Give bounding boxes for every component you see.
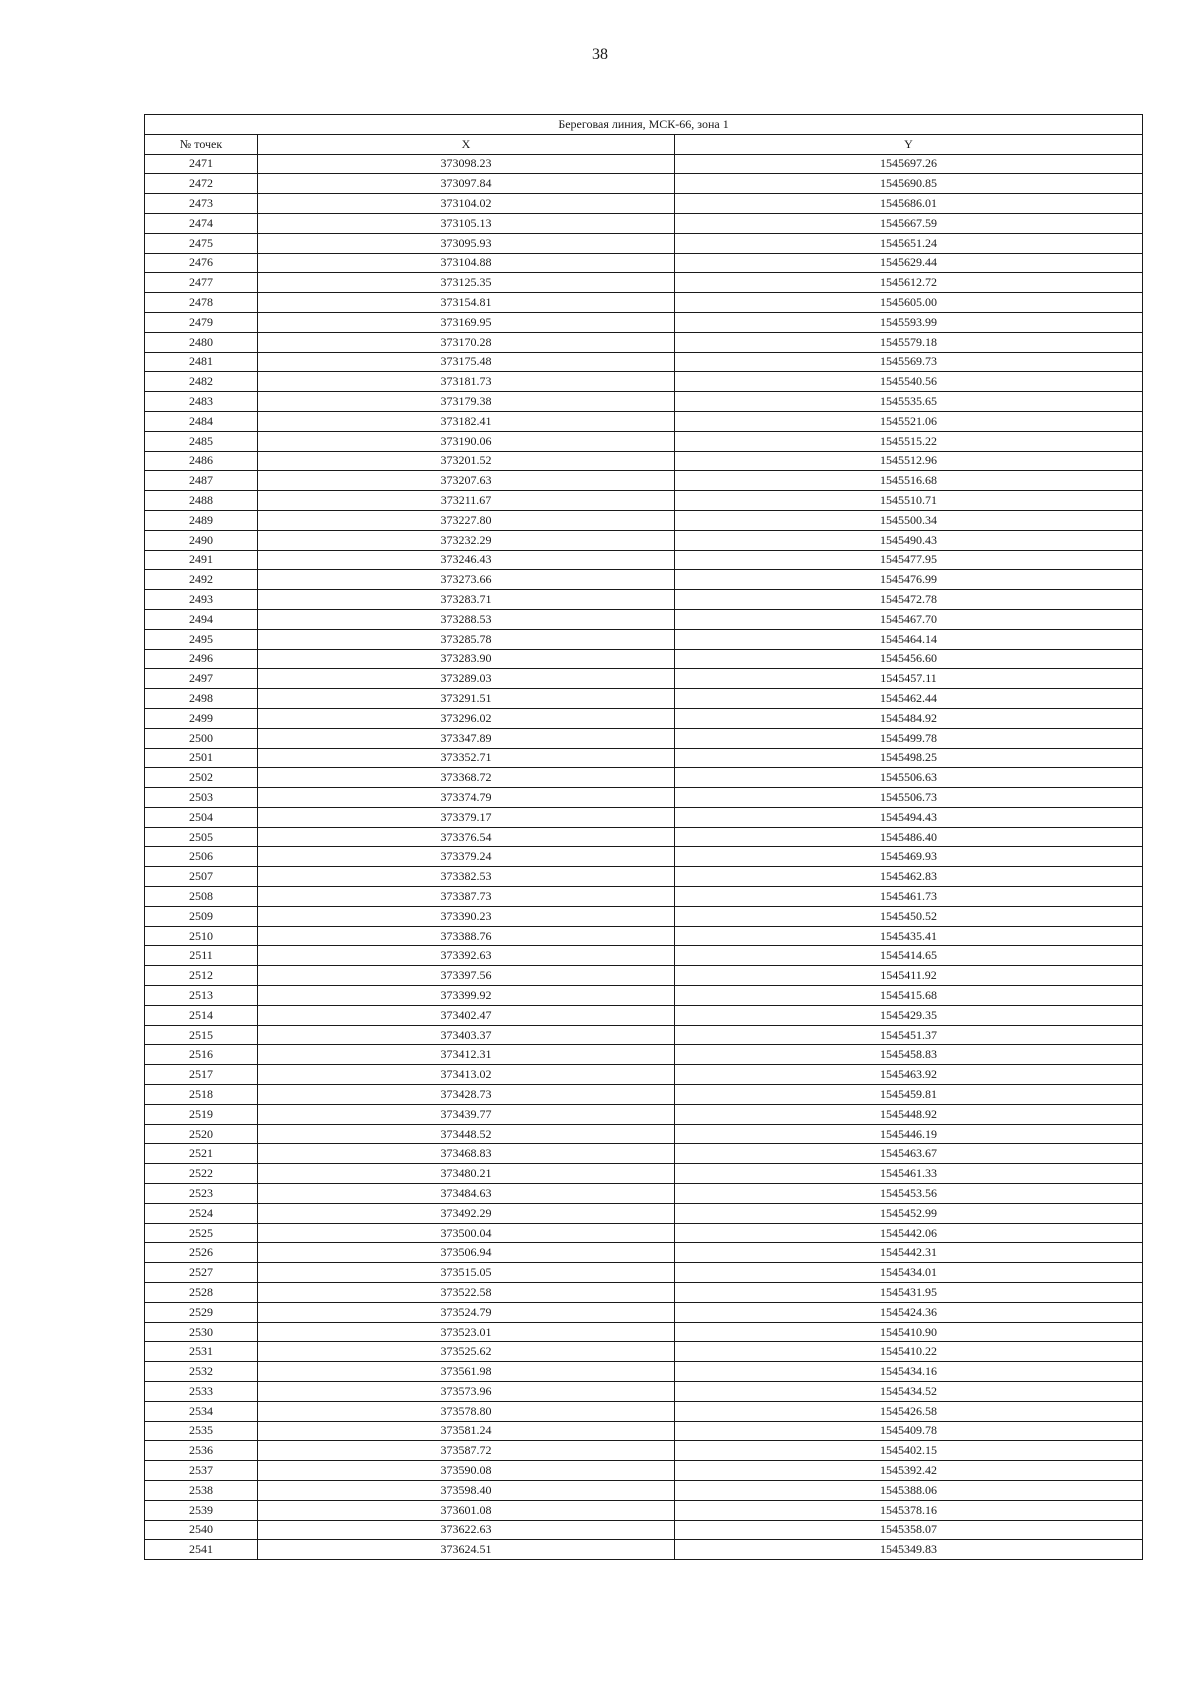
cell-y: 1545464.14 <box>675 629 1143 649</box>
table-row <box>145 1362 1143 1382</box>
table-row <box>145 669 1143 689</box>
cell-y: 1545521.06 <box>675 411 1143 431</box>
cell-x: 373561.98 <box>258 1362 675 1382</box>
cell-y: 1545378.16 <box>675 1500 1143 1520</box>
table-row <box>145 293 1143 313</box>
cell-point-number: 2536 <box>145 1441 258 1461</box>
cell-point-number: 2540 <box>145 1520 258 1540</box>
table-row <box>145 768 1143 788</box>
table-row <box>145 1263 1143 1283</box>
cell-x: 373095.93 <box>258 233 675 253</box>
cell-y: 1545569.73 <box>675 352 1143 372</box>
cell-x: 373484.63 <box>258 1184 675 1204</box>
cell-x: 373439.77 <box>258 1104 675 1124</box>
cell-x: 373397.56 <box>258 966 675 986</box>
cell-point-number: 2495 <box>145 629 258 649</box>
cell-y: 1545540.56 <box>675 372 1143 392</box>
cell-x: 373368.72 <box>258 768 675 788</box>
cell-y: 1545402.15 <box>675 1441 1143 1461</box>
cell-point-number: 2480 <box>145 332 258 352</box>
cell-x: 373181.73 <box>258 372 675 392</box>
table-row <box>145 273 1143 293</box>
column-header-point: № точек <box>145 134 258 154</box>
cell-point-number: 2494 <box>145 609 258 629</box>
cell-point-number: 2524 <box>145 1203 258 1223</box>
table-row <box>145 431 1143 451</box>
table-row <box>145 1480 1143 1500</box>
cell-point-number: 2523 <box>145 1184 258 1204</box>
cell-point-number: 2501 <box>145 748 258 768</box>
cell-y: 1545494.43 <box>675 807 1143 827</box>
cell-point-number: 2481 <box>145 352 258 372</box>
table-row <box>145 867 1143 887</box>
cell-y: 1545463.67 <box>675 1144 1143 1164</box>
cell-x: 373590.08 <box>258 1461 675 1481</box>
table-row <box>145 174 1143 194</box>
cell-y: 1545456.60 <box>675 649 1143 669</box>
cell-y: 1545462.44 <box>675 689 1143 709</box>
cell-y: 1545697.26 <box>675 154 1143 174</box>
cell-y: 1545411.92 <box>675 966 1143 986</box>
cell-point-number: 2490 <box>145 530 258 550</box>
table-row <box>145 1085 1143 1105</box>
table-row <box>145 609 1143 629</box>
cell-x: 373524.79 <box>258 1302 675 1322</box>
cell-point-number: 2473 <box>145 194 258 214</box>
cell-y: 1545477.95 <box>675 550 1143 570</box>
cell-point-number: 2534 <box>145 1401 258 1421</box>
cell-point-number: 2496 <box>145 649 258 669</box>
cell-x: 373480.21 <box>258 1164 675 1184</box>
table-row <box>145 253 1143 273</box>
cell-point-number: 2479 <box>145 312 258 332</box>
cell-point-number: 2527 <box>145 1263 258 1283</box>
cell-y: 1545450.52 <box>675 906 1143 926</box>
cell-point-number: 2507 <box>145 867 258 887</box>
cell-y: 1545409.78 <box>675 1421 1143 1441</box>
table-row <box>145 1104 1143 1124</box>
cell-y: 1545424.36 <box>675 1302 1143 1322</box>
cell-x: 373525.62 <box>258 1342 675 1362</box>
cell-point-number: 2521 <box>145 1144 258 1164</box>
table-row <box>145 1382 1143 1402</box>
cell-point-number: 2500 <box>145 728 258 748</box>
cell-x: 373289.03 <box>258 669 675 689</box>
cell-x: 373581.24 <box>258 1421 675 1441</box>
cell-y: 1545434.16 <box>675 1362 1143 1382</box>
cell-point-number: 2525 <box>145 1223 258 1243</box>
cell-x: 373598.40 <box>258 1480 675 1500</box>
cell-x: 373227.80 <box>258 510 675 530</box>
table-row <box>145 629 1143 649</box>
cell-point-number: 2506 <box>145 847 258 867</box>
cell-y: 1545467.70 <box>675 609 1143 629</box>
cell-x: 373179.38 <box>258 392 675 412</box>
cell-y: 1545453.56 <box>675 1184 1143 1204</box>
cell-x: 373125.35 <box>258 273 675 293</box>
table-row <box>145 233 1143 253</box>
table-row <box>145 550 1143 570</box>
table-row <box>145 748 1143 768</box>
table-row <box>145 1441 1143 1461</box>
cell-y: 1545484.92 <box>675 708 1143 728</box>
cell-y: 1545451.37 <box>675 1025 1143 1045</box>
cell-y: 1545469.93 <box>675 847 1143 867</box>
cell-point-number: 2483 <box>145 392 258 412</box>
cell-y: 1545686.01 <box>675 194 1143 214</box>
cell-point-number: 2537 <box>145 1461 258 1481</box>
table-row <box>145 946 1143 966</box>
cell-point-number: 2515 <box>145 1025 258 1045</box>
cell-y: 1545512.96 <box>675 451 1143 471</box>
cell-point-number: 2509 <box>145 906 258 926</box>
table-row <box>145 1342 1143 1362</box>
cell-point-number: 2510 <box>145 926 258 946</box>
cell-y: 1545499.78 <box>675 728 1143 748</box>
cell-point-number: 2511 <box>145 946 258 966</box>
column-header-x: X <box>258 134 675 154</box>
table-row <box>145 1401 1143 1421</box>
cell-y: 1545463.92 <box>675 1065 1143 1085</box>
cell-point-number: 2471 <box>145 154 258 174</box>
cell-point-number: 2493 <box>145 590 258 610</box>
cell-y: 1545458.83 <box>675 1045 1143 1065</box>
cell-y: 1545457.11 <box>675 669 1143 689</box>
cell-y: 1545442.31 <box>675 1243 1143 1263</box>
page-number: 38 <box>592 46 608 63</box>
table-row <box>145 1184 1143 1204</box>
cell-y: 1545500.34 <box>675 510 1143 530</box>
cell-point-number: 2486 <box>145 451 258 471</box>
table-row <box>145 1144 1143 1164</box>
cell-point-number: 2519 <box>145 1104 258 1124</box>
cell-y: 1545498.25 <box>675 748 1143 768</box>
table-row <box>145 530 1143 550</box>
cell-x: 373492.29 <box>258 1203 675 1223</box>
cell-x: 373182.41 <box>258 411 675 431</box>
table-row <box>145 689 1143 709</box>
cell-x: 373201.52 <box>258 451 675 471</box>
cell-x: 373169.95 <box>258 312 675 332</box>
cell-point-number: 2472 <box>145 174 258 194</box>
table-row <box>145 332 1143 352</box>
cell-point-number: 2516 <box>145 1045 258 1065</box>
table-row <box>145 847 1143 867</box>
cell-x: 373587.72 <box>258 1441 675 1461</box>
cell-point-number: 2538 <box>145 1480 258 1500</box>
table-row <box>145 966 1143 986</box>
cell-x: 373283.71 <box>258 590 675 610</box>
cell-point-number: 2502 <box>145 768 258 788</box>
cell-x: 373291.51 <box>258 689 675 709</box>
table-row <box>145 1243 1143 1263</box>
cell-x: 373515.05 <box>258 1263 675 1283</box>
table-row <box>145 1283 1143 1303</box>
cell-y: 1545486.40 <box>675 827 1143 847</box>
table-row <box>145 986 1143 1006</box>
table-title: Береговая линия, МСК-66, зона 1 <box>145 115 1143 135</box>
cell-x: 373403.37 <box>258 1025 675 1045</box>
cell-point-number: 2530 <box>145 1322 258 1342</box>
cell-point-number: 2514 <box>145 1005 258 1025</box>
table-row <box>145 392 1143 412</box>
cell-x: 373288.53 <box>258 609 675 629</box>
cell-x: 373374.79 <box>258 788 675 808</box>
cell-point-number: 2512 <box>145 966 258 986</box>
cell-point-number: 2484 <box>145 411 258 431</box>
cell-point-number: 2482 <box>145 372 258 392</box>
cell-y: 1545429.35 <box>675 1005 1143 1025</box>
cell-x: 373412.31 <box>258 1045 675 1065</box>
cell-point-number: 2518 <box>145 1085 258 1105</box>
cell-y: 1545358.07 <box>675 1520 1143 1540</box>
cell-point-number: 2533 <box>145 1382 258 1402</box>
cell-point-number: 2498 <box>145 689 258 709</box>
cell-point-number: 2526 <box>145 1243 258 1263</box>
cell-y: 1545605.00 <box>675 293 1143 313</box>
cell-x: 373105.13 <box>258 213 675 233</box>
cell-x: 373097.84 <box>258 174 675 194</box>
cell-y: 1545476.99 <box>675 570 1143 590</box>
table-row <box>145 1322 1143 1342</box>
table-row <box>145 926 1143 946</box>
cell-point-number: 2522 <box>145 1164 258 1184</box>
cell-x: 373098.23 <box>258 154 675 174</box>
table-row <box>145 1421 1143 1441</box>
cell-x: 373379.17 <box>258 807 675 827</box>
cell-point-number: 2476 <box>145 253 258 273</box>
cell-y: 1545461.73 <box>675 887 1143 907</box>
cell-point-number: 2529 <box>145 1302 258 1322</box>
cell-y: 1545629.44 <box>675 253 1143 273</box>
cell-x: 373296.02 <box>258 708 675 728</box>
cell-x: 373468.83 <box>258 1144 675 1164</box>
cell-y: 1545515.22 <box>675 431 1143 451</box>
cell-point-number: 2513 <box>145 986 258 1006</box>
table-row <box>145 510 1143 530</box>
cell-y: 1545426.58 <box>675 1401 1143 1421</box>
table-row <box>145 1223 1143 1243</box>
table-row <box>145 570 1143 590</box>
cell-x: 373285.78 <box>258 629 675 649</box>
cell-x: 373347.89 <box>258 728 675 748</box>
table-row <box>145 1065 1143 1085</box>
cell-x: 373413.02 <box>258 1065 675 1085</box>
cell-y: 1545462.83 <box>675 867 1143 887</box>
table-row <box>145 213 1143 233</box>
cell-x: 373622.63 <box>258 1520 675 1540</box>
cell-y: 1545349.83 <box>675 1540 1143 1560</box>
table-row <box>145 1203 1143 1223</box>
table-row <box>145 1540 1143 1560</box>
cell-point-number: 2504 <box>145 807 258 827</box>
cell-x: 373104.88 <box>258 253 675 273</box>
cell-y: 1545392.42 <box>675 1461 1143 1481</box>
cell-point-number: 2487 <box>145 471 258 491</box>
cell-y: 1545461.33 <box>675 1164 1143 1184</box>
cell-x: 373232.29 <box>258 530 675 550</box>
coordinates-table <box>144 114 1143 1560</box>
cell-x: 373500.04 <box>258 1223 675 1243</box>
cell-y: 1545667.59 <box>675 213 1143 233</box>
cell-point-number: 2491 <box>145 550 258 570</box>
cell-point-number: 2517 <box>145 1065 258 1085</box>
cell-point-number: 2505 <box>145 827 258 847</box>
cell-y: 1545415.68 <box>675 986 1143 1006</box>
cell-y: 1545434.01 <box>675 1263 1143 1283</box>
cell-y: 1545388.06 <box>675 1480 1143 1500</box>
column-header-y: Y <box>675 134 1143 154</box>
cell-x: 373170.28 <box>258 332 675 352</box>
table-row <box>145 1520 1143 1540</box>
table-row <box>145 728 1143 748</box>
cell-x: 373154.81 <box>258 293 675 313</box>
cell-x: 373379.24 <box>258 847 675 867</box>
cell-x: 373624.51 <box>258 1540 675 1560</box>
table-row <box>145 807 1143 827</box>
cell-point-number: 2497 <box>145 669 258 689</box>
cell-x: 373352.71 <box>258 748 675 768</box>
table-row <box>145 491 1143 511</box>
cell-point-number: 2539 <box>145 1500 258 1520</box>
cell-y: 1545593.99 <box>675 312 1143 332</box>
table-row <box>145 708 1143 728</box>
cell-y: 1545516.68 <box>675 471 1143 491</box>
table-row <box>145 1124 1143 1144</box>
table-row <box>145 649 1143 669</box>
cell-x: 373523.01 <box>258 1322 675 1342</box>
cell-x: 373190.06 <box>258 431 675 451</box>
table-row <box>145 312 1143 332</box>
cell-point-number: 2541 <box>145 1540 258 1560</box>
table-row <box>145 906 1143 926</box>
cell-y: 1545435.41 <box>675 926 1143 946</box>
cell-point-number: 2478 <box>145 293 258 313</box>
table-row <box>145 1005 1143 1025</box>
table-row <box>145 1045 1143 1065</box>
table-row <box>145 788 1143 808</box>
cell-y: 1545442.06 <box>675 1223 1143 1243</box>
table-row <box>145 827 1143 847</box>
cell-y: 1545452.99 <box>675 1203 1143 1223</box>
cell-point-number: 2535 <box>145 1421 258 1441</box>
cell-x: 373402.47 <box>258 1005 675 1025</box>
cell-y: 1545431.95 <box>675 1283 1143 1303</box>
cell-y: 1545472.78 <box>675 590 1143 610</box>
cell-x: 373506.94 <box>258 1243 675 1263</box>
cell-y: 1545690.85 <box>675 174 1143 194</box>
cell-y: 1545510.71 <box>675 491 1143 511</box>
cell-point-number: 2492 <box>145 570 258 590</box>
table-row <box>145 352 1143 372</box>
table-body <box>145 154 1143 1560</box>
cell-y: 1545410.22 <box>675 1342 1143 1362</box>
cell-x: 373376.54 <box>258 827 675 847</box>
cell-y: 1545579.18 <box>675 332 1143 352</box>
table-row <box>145 1500 1143 1520</box>
table-row <box>145 471 1143 491</box>
cell-point-number: 2488 <box>145 491 258 511</box>
table-row <box>145 451 1143 471</box>
cell-x: 373388.76 <box>258 926 675 946</box>
cell-y: 1545410.90 <box>675 1322 1143 1342</box>
cell-x: 373283.90 <box>258 649 675 669</box>
cell-x: 373387.73 <box>258 887 675 907</box>
cell-y: 1545535.65 <box>675 392 1143 412</box>
cell-point-number: 2528 <box>145 1283 258 1303</box>
cell-y: 1545459.81 <box>675 1085 1143 1105</box>
cell-x: 373104.02 <box>258 194 675 214</box>
cell-y: 1545448.92 <box>675 1104 1143 1124</box>
cell-x: 373175.48 <box>258 352 675 372</box>
cell-x: 373578.80 <box>258 1401 675 1421</box>
cell-y: 1545446.19 <box>675 1124 1143 1144</box>
table-row <box>145 887 1143 907</box>
cell-x: 373273.66 <box>258 570 675 590</box>
table-row <box>145 1025 1143 1045</box>
cell-point-number: 2531 <box>145 1342 258 1362</box>
cell-x: 373448.52 <box>258 1124 675 1144</box>
table-row <box>145 411 1143 431</box>
cell-point-number: 2477 <box>145 273 258 293</box>
cell-point-number: 2475 <box>145 233 258 253</box>
cell-point-number: 2532 <box>145 1362 258 1382</box>
table-row <box>145 372 1143 392</box>
cell-x: 373601.08 <box>258 1500 675 1520</box>
table-row <box>145 1461 1143 1481</box>
table-row <box>145 194 1143 214</box>
cell-point-number: 2508 <box>145 887 258 907</box>
cell-y: 1545490.43 <box>675 530 1143 550</box>
cell-x: 373382.53 <box>258 867 675 887</box>
cell-x: 373246.43 <box>258 550 675 570</box>
cell-x: 373573.96 <box>258 1382 675 1402</box>
cell-x: 373211.67 <box>258 491 675 511</box>
cell-point-number: 2474 <box>145 213 258 233</box>
cell-x: 373207.63 <box>258 471 675 491</box>
cell-y: 1545612.72 <box>675 273 1143 293</box>
cell-point-number: 2485 <box>145 431 258 451</box>
cell-point-number: 2489 <box>145 510 258 530</box>
table-row <box>145 1302 1143 1322</box>
cell-point-number: 2499 <box>145 708 258 728</box>
cell-point-number: 2503 <box>145 788 258 808</box>
cell-x: 373522.58 <box>258 1283 675 1303</box>
table-row <box>145 590 1143 610</box>
cell-x: 373390.23 <box>258 906 675 926</box>
cell-y: 1545651.24 <box>675 233 1143 253</box>
cell-y: 1545506.73 <box>675 788 1143 808</box>
cell-x: 373392.63 <box>258 946 675 966</box>
cell-y: 1545434.52 <box>675 1382 1143 1402</box>
cell-point-number: 2520 <box>145 1124 258 1144</box>
cell-y: 1545506.63 <box>675 768 1143 788</box>
cell-x: 373428.73 <box>258 1085 675 1105</box>
cell-x: 373399.92 <box>258 986 675 1006</box>
cell-y: 1545414.65 <box>675 946 1143 966</box>
table-row <box>145 1164 1143 1184</box>
table-row <box>145 154 1143 174</box>
